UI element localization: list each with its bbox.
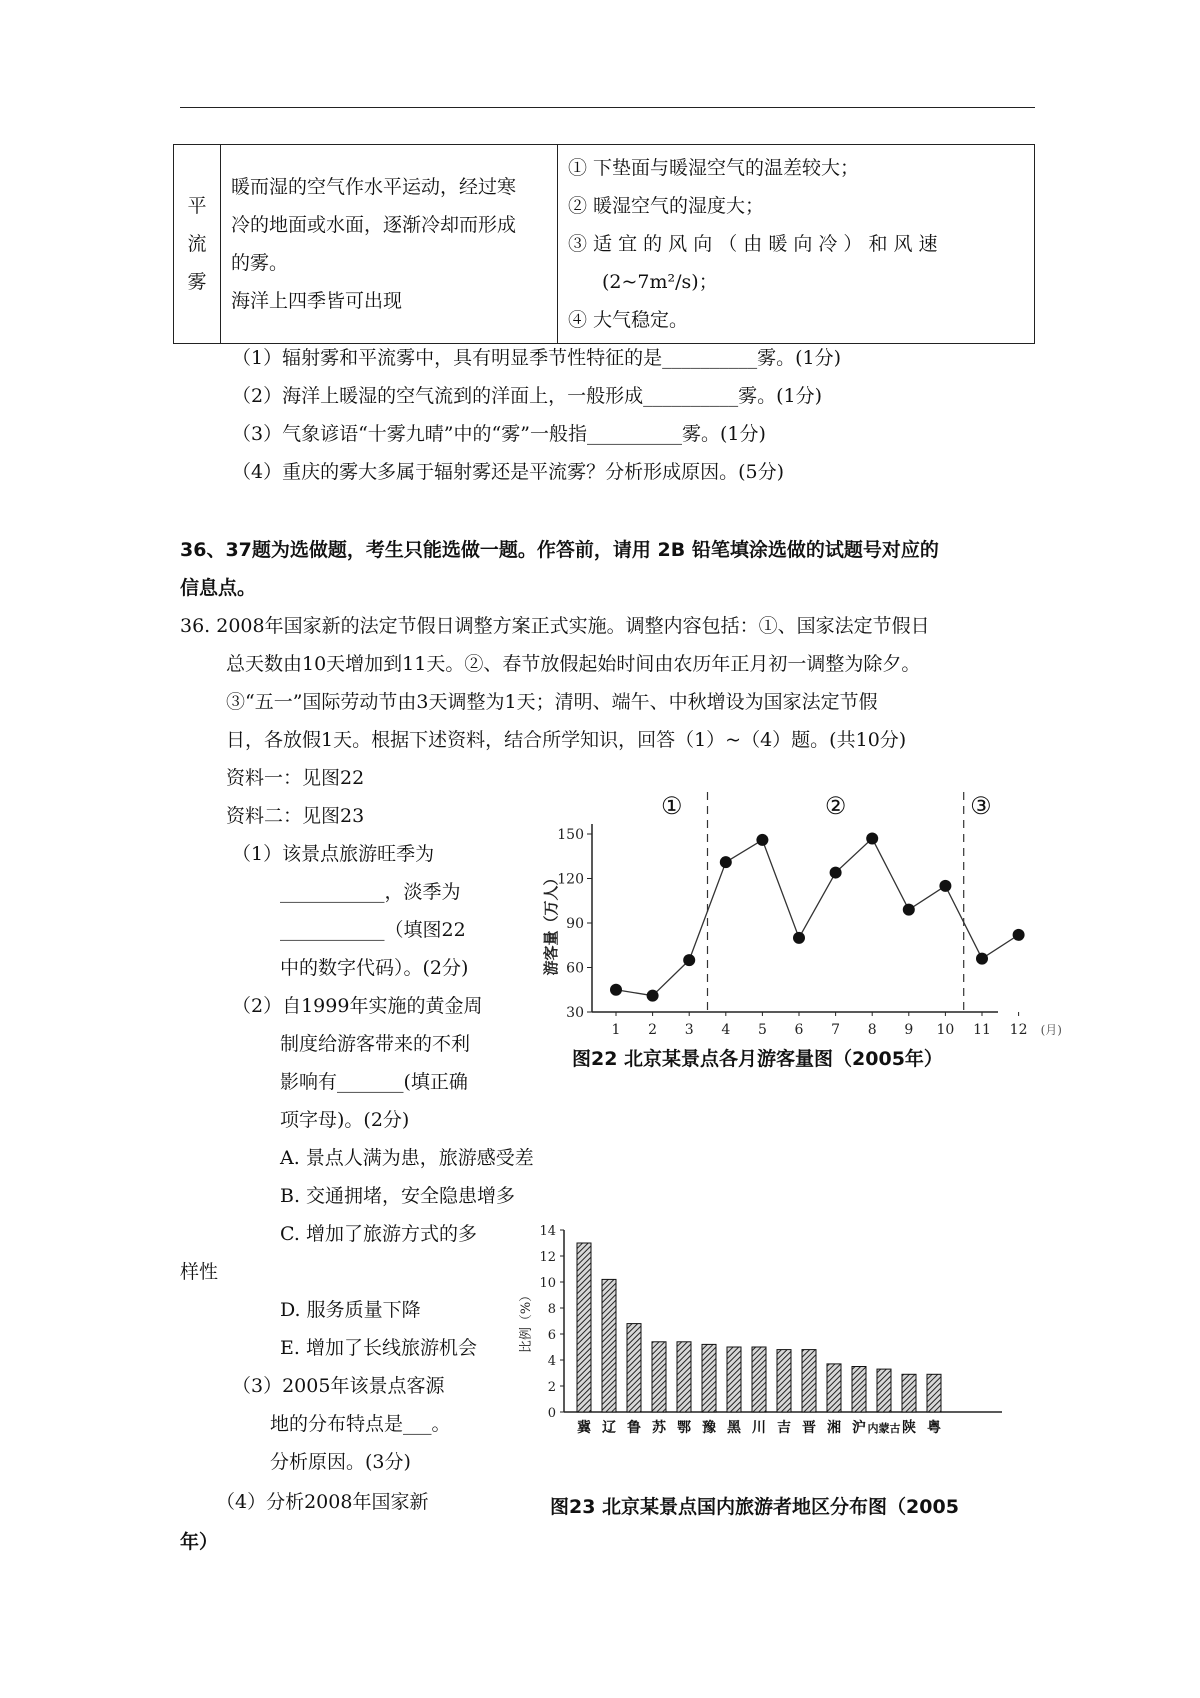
x-tick-label: 辽 — [602, 1420, 616, 1436]
bar — [852, 1367, 866, 1413]
condition-line: ① 下垫面与暖湿空气的温差较大； — [568, 157, 860, 179]
y-tick-label: 10 — [539, 1276, 556, 1291]
section-label: ① — [660, 792, 683, 820]
x-tick-label: 1 — [611, 1022, 621, 1038]
x-tick-label: 吉 — [777, 1420, 791, 1436]
x-tick-label: 湘 — [827, 1420, 841, 1436]
y-tick-label: 0 — [547, 1406, 556, 1421]
data-point — [793, 932, 805, 944]
data-point — [939, 880, 951, 892]
desc-line: 海洋上四季皆可出现 — [231, 290, 403, 312]
bar — [752, 1347, 766, 1412]
q36-sub2: （2）自1999年实施的黄金周 — [232, 995, 483, 1017]
y-tick-label: 6 — [547, 1328, 556, 1343]
q36-sub2: 影响有_______(填正确 — [280, 1071, 468, 1093]
x-tick-label: 5 — [757, 1022, 767, 1038]
y-tick-label: 90 — [566, 916, 584, 932]
x-tick-label: 内蒙古 — [867, 1422, 901, 1435]
condition-line: ③ 适 宜 的 风 向 （ 由 暖 向 冷 ） 和 风 速 — [568, 233, 938, 255]
q36-sub2: 项字母)。(2分) — [280, 1109, 410, 1131]
fog-description-cell — [221, 145, 558, 344]
data-point — [866, 832, 878, 844]
data-point — [683, 954, 695, 966]
condition-line: ② 暖湿空气的湿度大； — [568, 195, 765, 217]
y-tick-label: 120 — [557, 871, 584, 888]
q36-sub1: （1）该景点旅游旺季为 — [232, 843, 435, 865]
q36-sub2: 制度给游客带来的不利 — [280, 1033, 471, 1055]
q35-item: （3）气象谚语“十雾九晴”中的“雾”一般指__________雾。(1分) — [232, 423, 766, 445]
y-tick-label: 4 — [547, 1354, 556, 1369]
bar — [777, 1350, 791, 1412]
q36-intro-line: 总天数由10天增加到11天。②、春节放假起始时间由农历年正月初一调整为除夕。 — [226, 653, 921, 675]
condition-line: (2~7m²/s)； — [602, 271, 718, 293]
y-tick-label: 2 — [547, 1380, 556, 1395]
data-point — [903, 904, 915, 916]
x-tick-label: 豫 — [702, 1420, 716, 1436]
x-tick-label: 黑 — [727, 1420, 741, 1436]
y-tick-label: 30 — [566, 1005, 584, 1021]
fog-table — [173, 144, 1035, 344]
q35-item: （1）辐射雾和平流雾中，具有明显季节性特征的是__________雾。(1分) — [232, 347, 842, 369]
x-tick-label: 6 — [794, 1022, 804, 1038]
table-row — [174, 145, 1035, 344]
option-c-cont: 样性 — [180, 1261, 219, 1283]
notice-line: 36、37题为选做题，考生只能选做一题。作答前，请用 2B 铅笔填涂选做的试题号对应的 — [180, 539, 939, 561]
x-unit-label: (月) — [1040, 1023, 1062, 1037]
bar — [627, 1324, 641, 1412]
x-tick-label: 9 — [904, 1022, 914, 1038]
section-label: ② — [824, 792, 847, 820]
q36-sub1: ___________，淡季为 — [280, 881, 461, 903]
desc-line: 暖而湿的空气作水平运动，经过寒 — [231, 176, 517, 198]
bar — [702, 1344, 716, 1412]
x-tick-label: 8 — [867, 1022, 877, 1038]
q35-item: （4）重庆的雾大多属于辐射雾还是平流雾？分析形成原因。(5分) — [232, 461, 785, 483]
data-point — [976, 953, 988, 965]
x-tick-label: 陕 — [902, 1420, 916, 1436]
x-tick-label: 10 — [936, 1022, 955, 1038]
series-line — [616, 838, 1019, 995]
q36-tail: 年） — [180, 1531, 219, 1553]
data-point — [720, 856, 732, 868]
q36-sub4: （4）分析2008年国家新 — [216, 1491, 429, 1513]
option-c: C. 增加了旅游方式的多 — [280, 1223, 477, 1245]
chart-22-caption: 图22 北京某景点各月游客量图（2005年） — [572, 1048, 943, 1070]
chart-23-caption: 图23 北京某景点国内旅游者地区分布图（2005 — [550, 1496, 959, 1518]
section-label: ③ — [970, 792, 992, 820]
x-tick-label: 粤 — [927, 1420, 941, 1436]
option-d: D. 服务质量下降 — [280, 1299, 421, 1321]
chart-23 — [519, 1218, 1022, 1462]
q36-sub3: 分析原因。(3分) — [270, 1451, 411, 1473]
bar — [652, 1342, 666, 1412]
option-b: B. 交通拥堵，安全隐患增多 — [280, 1185, 516, 1207]
chart-23-svg — [519, 1218, 1022, 1458]
type-char: 流 — [187, 233, 207, 255]
chart-22-svg — [528, 784, 1062, 1044]
bar — [727, 1347, 741, 1412]
x-tick-label: 2 — [648, 1022, 658, 1038]
option-a: A. 景点人满为患，旅游感受差 — [280, 1147, 534, 1169]
y-tick-label: 8 — [547, 1302, 556, 1317]
data-point — [610, 984, 622, 996]
fog-type-cell — [174, 145, 221, 344]
bar — [902, 1374, 916, 1412]
q36-intro-line: ③“五一”国际劳动节由3天调整为1天；清明、端午、中秋增设为国家法定节假 — [226, 691, 878, 713]
x-tick-label: 鲁 — [627, 1420, 641, 1436]
q36-sub1: ___________（填图22 — [280, 919, 466, 941]
x-tick-label: 3 — [684, 1022, 694, 1038]
x-tick-label: 晋 — [802, 1420, 816, 1436]
data-point — [647, 990, 659, 1002]
bar — [602, 1279, 616, 1412]
q36-sub1: 中的数字代码）。(2分) — [280, 957, 469, 979]
x-tick-label: 11 — [973, 1022, 991, 1038]
bar — [877, 1369, 891, 1412]
bar — [577, 1243, 591, 1412]
data-point — [756, 834, 768, 846]
header-rule — [180, 107, 1035, 108]
material-2: 资料二：见图23 — [226, 805, 365, 827]
q35-item: （2）海洋上暖湿的空气流到的洋面上，一般形成__________雾。(1分) — [232, 385, 823, 407]
q36-sub3: 地的分布特点是___。 — [270, 1413, 451, 1435]
type-char: 平 — [187, 195, 207, 217]
x-tick-label: 川 — [752, 1420, 766, 1436]
desc-line: 的雾。 — [231, 252, 289, 274]
desc-line: 冷的地面或水面，逐渐冷却而形成 — [231, 214, 517, 236]
y-tick-label: 60 — [566, 960, 584, 977]
option-e: E. 增加了长线旅游机会 — [280, 1337, 477, 1359]
y-tick-label: 12 — [539, 1250, 556, 1265]
y-tick-label: 14 — [539, 1224, 556, 1239]
type-char: 雾 — [187, 271, 207, 293]
q36-sub3: （3）2005年该景点客源 — [232, 1375, 445, 1397]
x-tick-label: 冀 — [577, 1420, 591, 1436]
bar — [827, 1364, 841, 1412]
y-axis-label: 游客量（万人） — [542, 870, 560, 976]
fog-conditions-cell — [558, 145, 1035, 344]
bar — [802, 1350, 816, 1412]
condition-line: ④ 大气稳定。 — [568, 309, 689, 331]
data-point — [830, 867, 842, 879]
material-1: 资料一：见图22 — [226, 767, 365, 789]
q36-intro-line: 日，各放假1天。根据下述资料，结合所学知识，回答（1）~（4）题。(共10分) — [226, 729, 907, 751]
x-tick-label: 沪 — [852, 1420, 866, 1436]
bar — [677, 1342, 691, 1412]
x-tick-label: 12 — [1009, 1022, 1028, 1038]
x-tick-label: 苏 — [652, 1420, 666, 1436]
y-axis-label: 比例（%） — [519, 1288, 534, 1354]
chart-22 — [528, 784, 1062, 1048]
notice-line: 信息点。 — [180, 577, 257, 599]
y-tick-label: 150 — [557, 827, 584, 843]
bar — [927, 1374, 941, 1412]
x-tick-label: 鄂 — [677, 1420, 691, 1436]
x-tick-label: 4 — [721, 1022, 731, 1038]
data-point — [1013, 929, 1025, 941]
x-tick-label: 7 — [831, 1022, 841, 1038]
q36-intro-line: 36. 2008年国家新的法定节假日调整方案正式实施。调整内容包括：①、国家法定节假日 — [180, 615, 930, 637]
